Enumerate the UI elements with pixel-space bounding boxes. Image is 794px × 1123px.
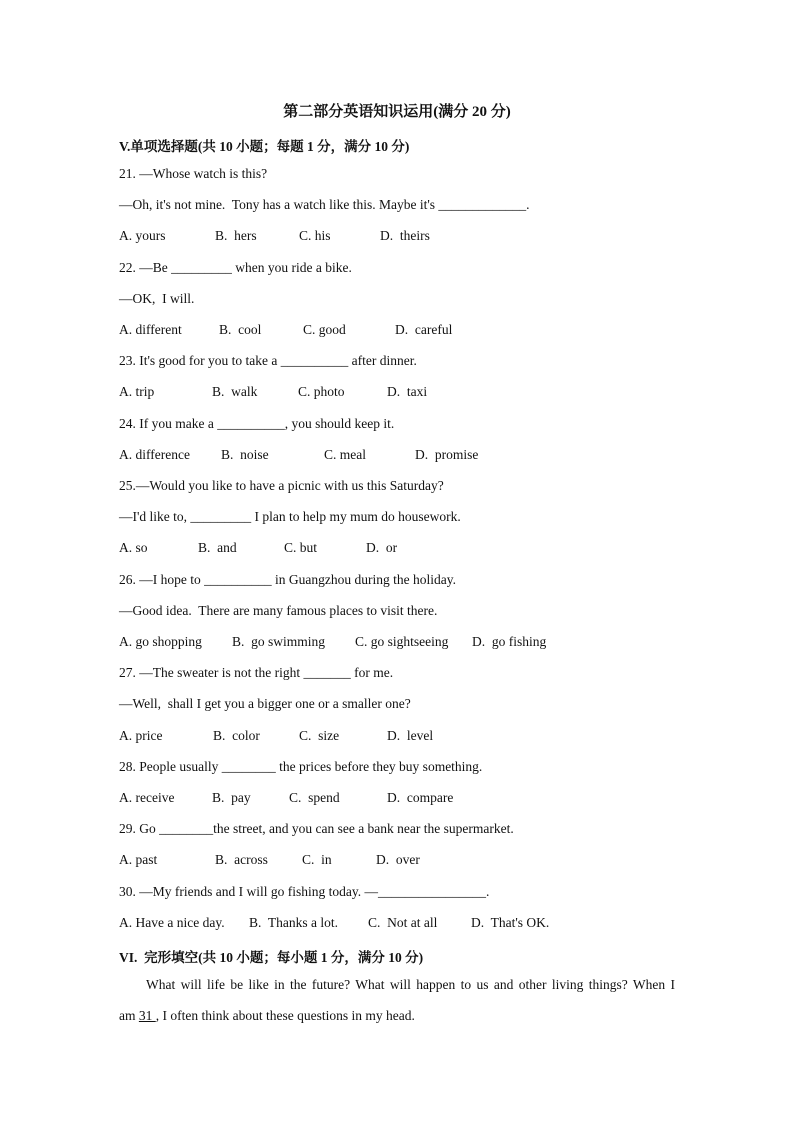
option-a: A. different: [119, 322, 182, 337]
option-b: B. go swimming: [232, 634, 326, 649]
option-d: D. theirs: [380, 228, 430, 243]
question-27-options: [119, 728, 679, 746]
option-b: B. cool: [219, 322, 262, 337]
passage-text: , I often think about these questions in my head.: [155, 1008, 415, 1023]
option-d: D. over: [376, 852, 420, 867]
question-23: 23. It's good for you to take a __________ after dinner.: [119, 353, 417, 368]
section-heading-cloze: VI. 完形填空(共 10 小题；每小题 1 分，满分 10 分): [119, 950, 424, 965]
question-24: 24. If you make a __________, you should keep it.: [119, 416, 395, 431]
option-a: A. past: [119, 852, 158, 867]
passage-line-2: [119, 1008, 415, 1024]
question-25-response: —I'd like to, _________ I plan to help my mum do housework.: [119, 509, 461, 524]
question-26-response: —Good idea. There are many famous places to visit there.: [119, 603, 438, 618]
question-23-options: [119, 384, 679, 402]
option-c: C. go sightseeing: [355, 634, 449, 649]
option-a: A. go shopping: [119, 634, 202, 649]
question-21-options: [119, 228, 679, 246]
question-22-response: —OK, I will.: [119, 291, 195, 306]
question-28-options: [119, 790, 679, 808]
question-30-options: [119, 915, 679, 933]
option-d: D. level: [387, 728, 434, 743]
section-heading-multiple-choice: V.单项选择题(共 10 小题；每题 1 分，满分 10 分): [119, 139, 410, 154]
question-29-options: [119, 852, 679, 870]
option-d: D. careful: [395, 322, 453, 337]
question-25-options: [119, 540, 679, 558]
option-d: D. taxi: [387, 384, 428, 399]
option-c: C. meal: [324, 447, 366, 462]
option-a: A. Have a nice day.: [119, 915, 225, 930]
option-c: C. size: [299, 728, 340, 743]
question-29: 29. Go ________the street, and you can see a bank near the supermarket.: [119, 821, 514, 836]
option-b: B. noise: [221, 447, 269, 462]
question-27: 27. —The sweater is not the right _______ for me.: [119, 665, 394, 680]
option-b: B. hers: [215, 228, 257, 243]
option-a: A. yours: [119, 228, 166, 243]
option-d: D. go fishing: [472, 634, 547, 649]
passage-line-1: What will life be like in the future? What will happen to us and other living things? When I: [146, 977, 675, 992]
option-a: A. difference: [119, 447, 190, 462]
question-30: 30. —My friends and I will go fishing today. —________________.: [119, 884, 490, 899]
option-b: B. across: [215, 852, 268, 867]
option-b: B. walk: [212, 384, 258, 399]
option-b: B. pay: [212, 790, 251, 805]
question-22: 22. —Be _________ when you ride a bike.: [119, 260, 352, 275]
option-c: C. in: [302, 852, 332, 867]
part-title: 第二部分英语知识运用(满分 20 分): [283, 104, 511, 120]
option-c: C. Not at all: [368, 915, 438, 930]
option-a: A. so: [119, 540, 148, 555]
option-b: B. Thanks a lot.: [249, 915, 338, 930]
question-28: 28. People usually ________ the prices before they buy something.: [119, 759, 483, 774]
option-c: C. his: [299, 228, 331, 243]
option-c: C. photo: [298, 384, 345, 399]
option-d: D. compare: [387, 790, 454, 805]
option-a: A. price: [119, 728, 163, 743]
option-a: A. receive: [119, 790, 175, 805]
passage-text: am: [119, 1008, 139, 1023]
option-c: C. good: [303, 322, 346, 337]
option-c: C. spend: [289, 790, 340, 805]
option-b: B. color: [213, 728, 260, 743]
option-d: D. or: [366, 540, 398, 555]
question-21: 21. —Whose watch is this?: [119, 166, 268, 181]
option-b: B. and: [198, 540, 237, 555]
question-26: 26. —I hope to __________ in Guangzhou during the holiday.: [119, 572, 456, 587]
blank-31: 31: [138, 1008, 156, 1023]
option-d: D. promise: [415, 447, 479, 462]
option-a: A. trip: [119, 384, 155, 399]
question-25: 25.—Would you like to have a picnic with us this Saturday?: [119, 478, 444, 493]
option-d: D. That's OK.: [471, 915, 550, 930]
question-22-options: [119, 322, 679, 340]
question-26-options: [119, 634, 679, 652]
question-24-options: [119, 447, 679, 465]
option-c: C. but: [284, 540, 318, 555]
question-21-response: —Oh, it's not mine. Tony has a watch like this. Maybe it's _____________.: [119, 197, 530, 212]
question-27-response: —Well, shall I get you a bigger one or a smaller one?: [119, 696, 411, 711]
